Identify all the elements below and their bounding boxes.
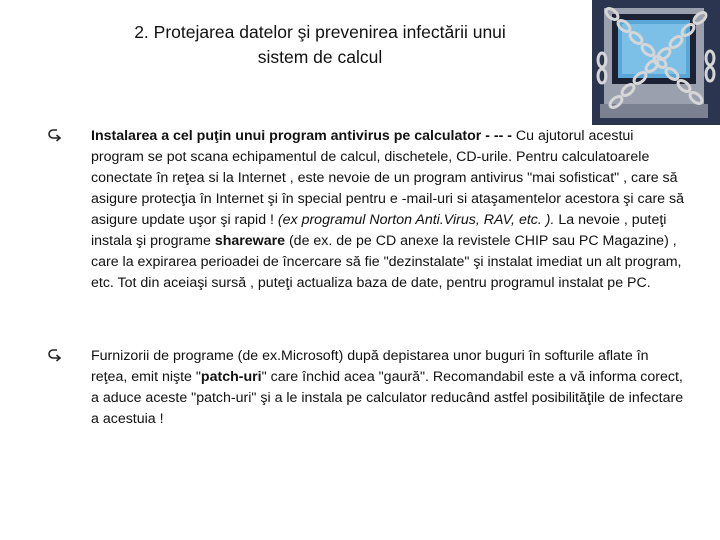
shareware-term: shareware <box>214 233 286 249</box>
title-line-2: sistem de calcul <box>257 47 383 67</box>
computer-in-chains-image <box>592 0 720 125</box>
title-line-1: 2. Protejarea datelor şi prevenirea infectării unui <box>134 22 506 42</box>
antivirus-text-1: Cu ajutorul acestui program se pot scana echipamentul de calcul, dischetele, CD-urile. Pentru calculatoarele conectate în reţea si la Internet , este nevoie de un program antivirus "mai sofisticat" , care să asigure protecţia în Internet şi în special pentru e -mail-uri si ataşamentelor acestora şi care să asigure update uşor şi rapid ! <box>91 128 685 228</box>
patches-text-1: Furnizorii de programe (de ex.Microsoft) după depistarea unor buguri în softurile aflate în reţea, emit nişte " <box>91 348 649 385</box>
antivirus-heading: Instalarea a cel puţin unui program antivirus pe calculator - -- - <box>91 128 512 144</box>
antivirus-text-2: La nevoie , puteţi instala şi programe <box>91 212 667 249</box>
arrow-bullet-icon <box>48 348 62 364</box>
bullet-text <box>91 126 686 294</box>
page-title <box>70 20 570 70</box>
patch-term: patch-uri <box>200 369 262 385</box>
antivirus-example: (ex programul Norton Anti.Virus, RAV, etc. ). <box>277 212 555 228</box>
antivirus-text-3: (de ex. de pe CD anexe la revistele CHIP sau PC Magazine) , care la expirarea perioadei de încercare să fie "dezinstalate" şi instalat imediat un alt program, etc. Tot din aceiaşi sursă , puteţi actualiza baza de date, pentru programul instalat pe PC. <box>91 233 682 291</box>
arrow-bullet-icon <box>48 128 62 144</box>
patches-text-2: " care închid acea "gaură". Recomandabil este a vă informa corect, a aduce aceste "patch-uri" şi a le instala pe calculator reducând astfel posibilităţile de infectare a acestuia ! <box>91 369 684 427</box>
bullet-text <box>91 346 686 430</box>
